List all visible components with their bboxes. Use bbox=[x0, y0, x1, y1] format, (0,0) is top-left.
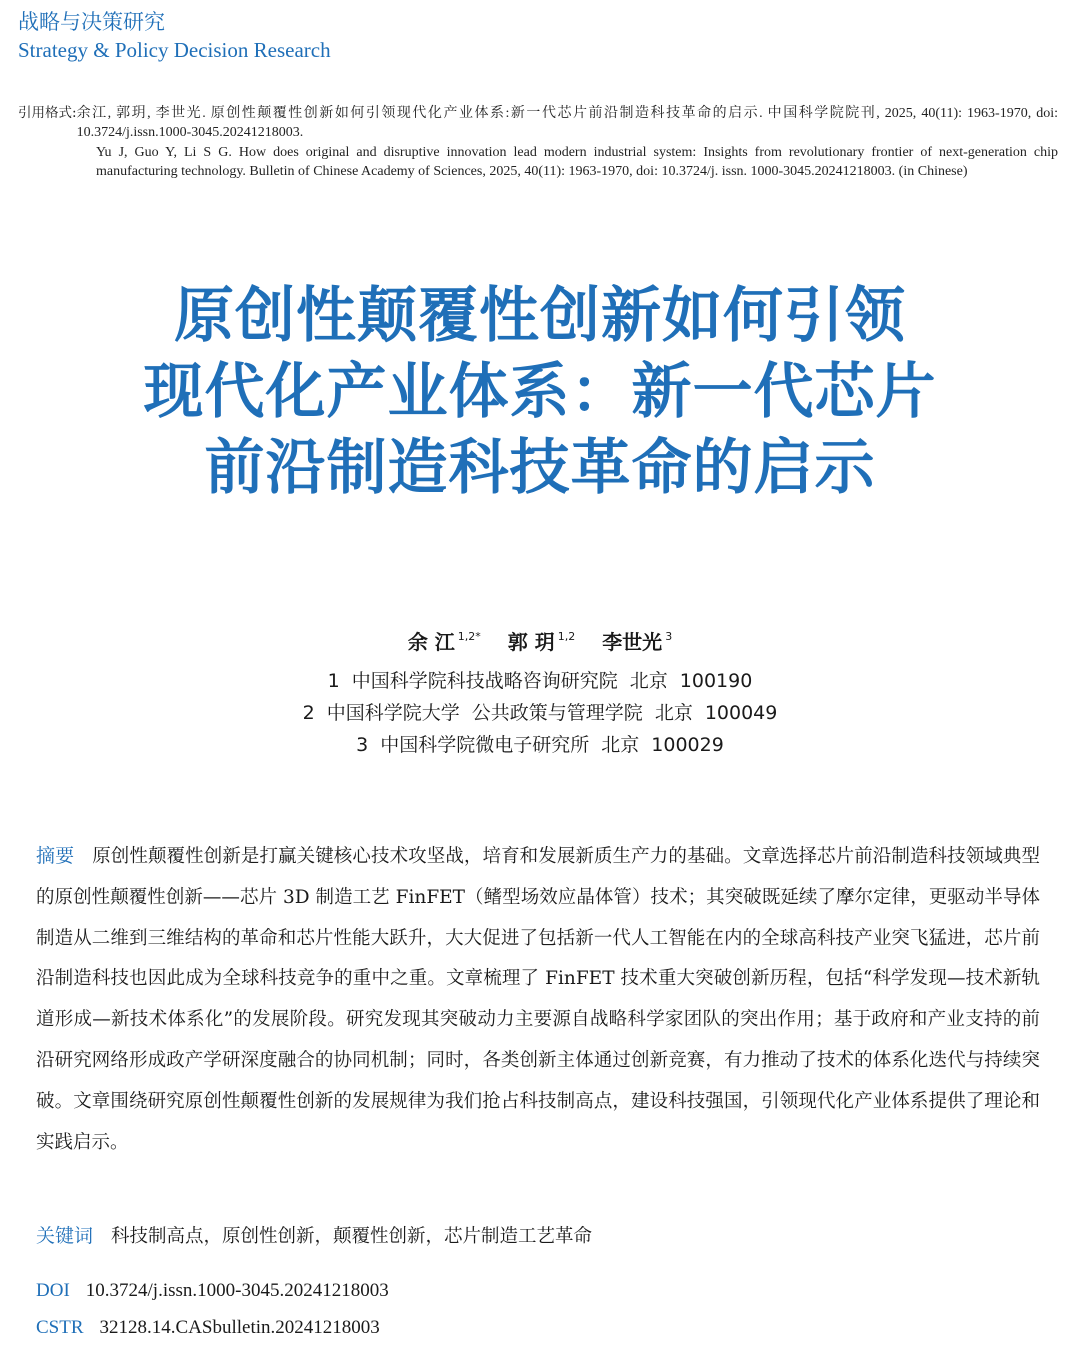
keywords-text: 科技制高点，原创性创新，颠覆性创新，芯片制造工艺革命 bbox=[111, 1226, 593, 1247]
author-1-affiliation: 1,2* bbox=[457, 630, 481, 643]
affiliation-list bbox=[0, 665, 1080, 761]
cstr-label: CSTR bbox=[36, 1317, 84, 1338]
author-2: 郭 玥 $^{1,2}$ bbox=[507, 630, 576, 654]
affiliation-2: 2 中国科学院大学 公共政策与管理学院 北京 100049 bbox=[302, 702, 778, 724]
keywords bbox=[36, 1220, 1040, 1253]
journal-name-en: Strategy & Policy Decision Research bbox=[18, 38, 331, 62]
author-3-affiliation: 3 bbox=[665, 630, 673, 643]
journal-name-zh: 战略与决策研究 bbox=[18, 10, 165, 34]
citation-block bbox=[18, 104, 1058, 181]
journal-header bbox=[18, 8, 331, 64]
author-2-affiliation: 1,2 bbox=[557, 630, 576, 643]
abstract-label: 摘要 bbox=[36, 845, 75, 867]
abstract bbox=[36, 836, 1040, 1163]
cstr-value[interactable]: 32128.14.CASbulletin.20241218003 bbox=[99, 1317, 380, 1338]
citation-zh: 余江, 郭玥, 李世光. 原创性颠覆性创新如何引领现代化产业体系:新一代芯片前沿制造科技革命的启示. 中国科学院院刊, 2025, 40(11): 1963-1970, doi: 10.3724/j.issn.1000-3045.20241218003. bbox=[76, 106, 1058, 140]
author-list bbox=[0, 622, 1080, 657]
affiliation-3: 3 中国科学院微电子研究所 北京 100029 bbox=[356, 734, 724, 756]
doi-label: DOI bbox=[36, 1280, 70, 1301]
doi-value[interactable]: 10.3724/j.issn.1000-3045.20241218003 bbox=[85, 1280, 389, 1301]
title-line-2: 现代化产业体系：新一代芯片 bbox=[143, 357, 937, 427]
citation-en: Yu J, Guo Y, Li S G. How does original and disruptive innovation lead modern industrial system: Insights from revolutionary frontier of next-generation chip manufacturing technology. Bulletin of Chinese Academy of Sciences, 2025, 40(11): 1963-1970, doi: 10.3724/j. issn. 1000-3045.20241218003. (in Chinese) bbox=[96, 145, 1058, 179]
title-line-3: 前沿制造科技革命的启示 bbox=[204, 433, 876, 503]
doi-line bbox=[36, 1277, 1040, 1305]
title-line-1: 原创性颠覆性创新如何引领 bbox=[174, 281, 906, 351]
article-title bbox=[0, 278, 1080, 506]
keywords-label: 关键词 bbox=[36, 1225, 94, 1247]
author-1: 余 江 $^{1,2*}$ bbox=[407, 630, 481, 654]
affiliation-1: 1 中国科学院科技战略咨询研究院 北京 100190 bbox=[327, 670, 753, 692]
author-3: 李世光 $^3$ bbox=[602, 630, 673, 654]
citation-label: 引用格式: bbox=[18, 105, 77, 121]
abstract-text: 原创性颠覆性创新是打赢关键核心技术攻坚战，培育和发展新质生产力的基础。文章选择芯片前沿制造科技领域典型的原创性颠覆性创新——芯片 3D 制造工艺 FinFET（鳍型场效应晶体管）技术；其突破既延续了摩尔定律，更驱动半导体制造从二维到三维结构的革命和芯片性能大跃升，大大促进了包括新一代人工智能在内的全球高科技产业突飞猛进，芯片前沿制造科技也因此成为全球科技竞争的重中之重。文章梳理了 FinFET 技术重大突破创新历程，包括“科学发现—技术新轨道形成—新技术体系化”的发展阶段。研究发现其突破动力主要源自战略科学家团队的突出作用；基于政府和产业支持的前沿研究网络形成政产学研深度融合的协同机制；同时，各类创新主体通过创新竞赛，有力推动了技术的体系化迭代与持续突破。文章围绕研究原创性颠覆性创新的发展规律为我们抢占科技制高点，建设科技强国，引领现代化产业体系提供了理论和实践启示。 bbox=[36, 846, 1040, 1153]
cstr-line bbox=[36, 1314, 1040, 1342]
